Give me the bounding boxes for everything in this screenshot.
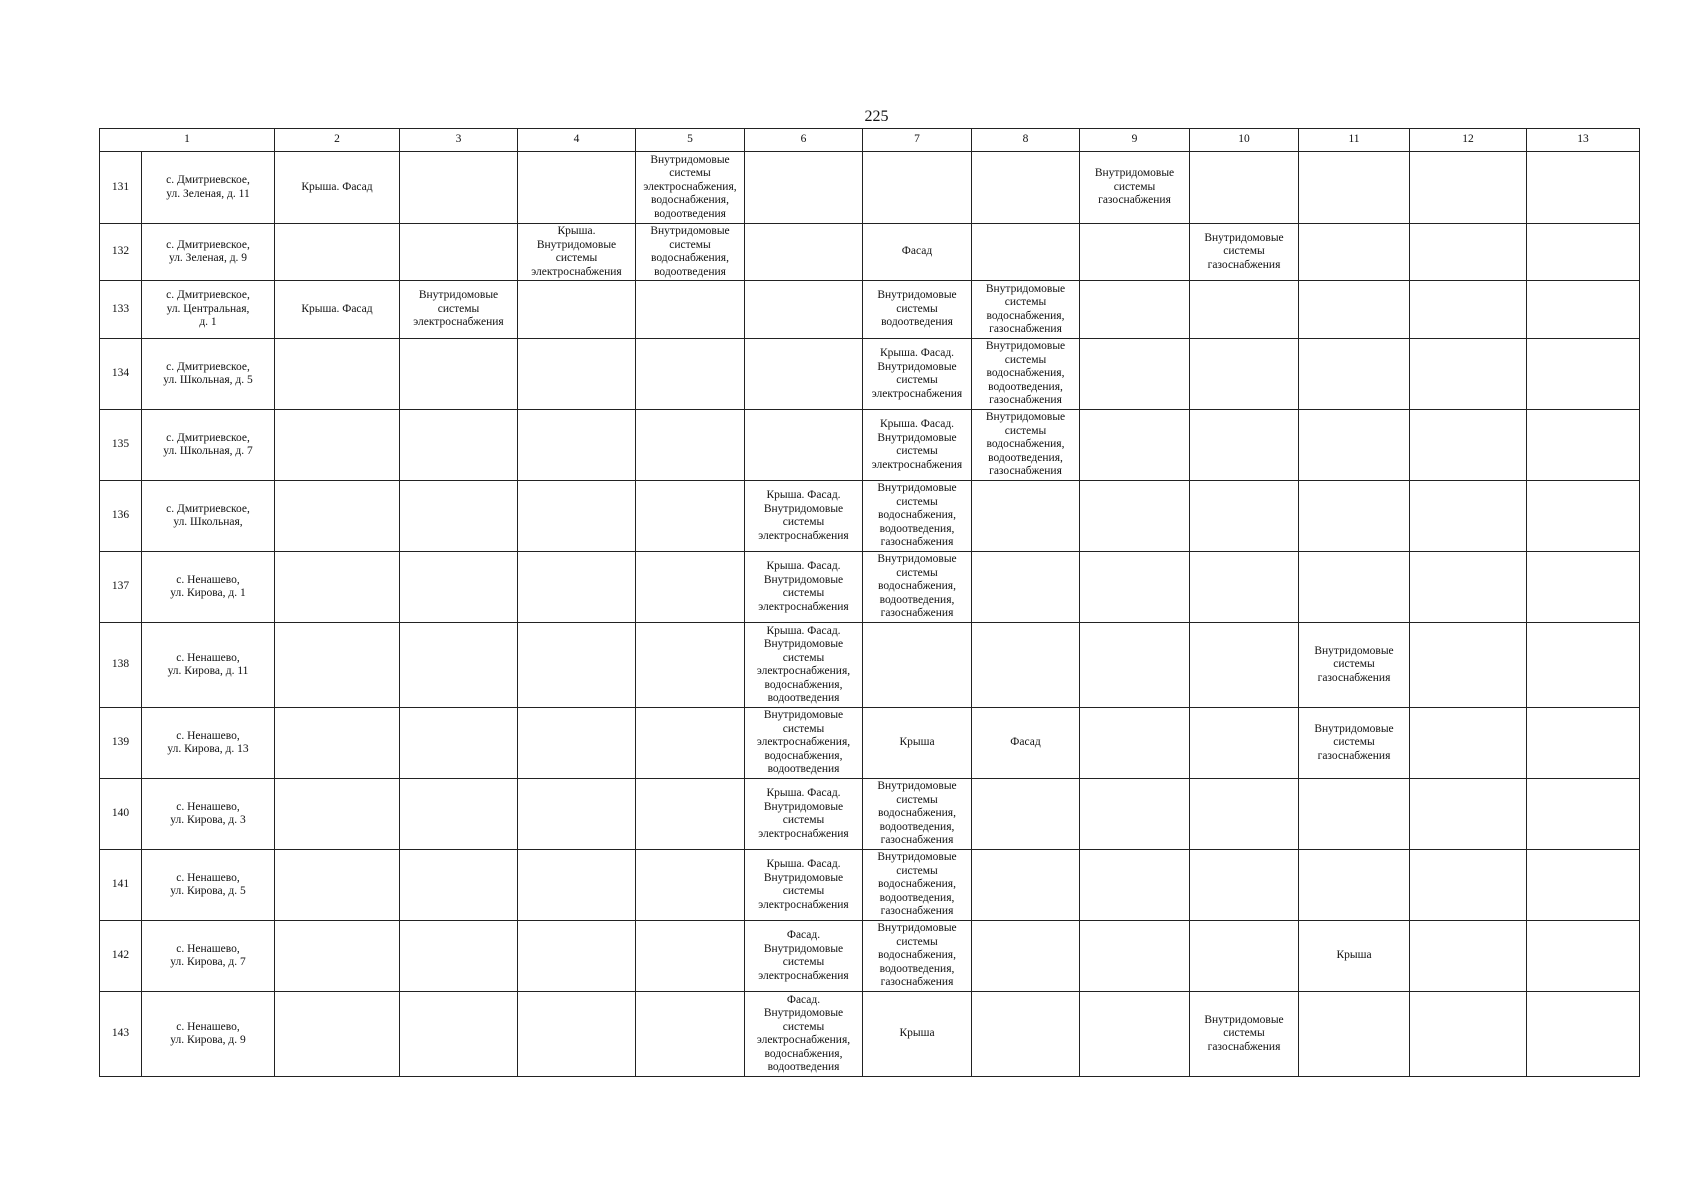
work-type-cell-col-12 bbox=[1410, 779, 1527, 850]
work-type-cell-col-5 bbox=[636, 481, 745, 552]
work-type-cell-col-13 bbox=[1527, 552, 1640, 623]
work-type-cell-col-8: Внутридомовые системы водоснабжения, водоотведения, газоснабжения bbox=[972, 339, 1080, 410]
work-type-cell-col-9 bbox=[1080, 623, 1190, 708]
work-type-cell-col-7: Внутридомовые системы водоснабжения, водоотведения, газоснабжения bbox=[863, 779, 972, 850]
column-header: 8 bbox=[972, 129, 1080, 152]
work-type-cell-col-3 bbox=[400, 992, 518, 1077]
work-type-cell-col-9 bbox=[1080, 339, 1190, 410]
row-number: 137 bbox=[100, 552, 142, 623]
table-row bbox=[100, 779, 1640, 850]
work-type-cell-col-3 bbox=[400, 152, 518, 224]
work-type-cell-col-9 bbox=[1080, 850, 1190, 921]
work-type-cell-col-6 bbox=[745, 339, 863, 410]
work-type-cell-col-8 bbox=[972, 992, 1080, 1077]
work-type-cell-col-9 bbox=[1080, 224, 1190, 281]
table-row bbox=[100, 152, 1640, 224]
work-type-cell-col-13 bbox=[1527, 623, 1640, 708]
work-type-cell-col-7: Крыша bbox=[863, 708, 972, 779]
work-type-cell-col-7: Крыша bbox=[863, 992, 972, 1077]
row-number: 142 bbox=[100, 921, 142, 992]
work-type-cell-col-7: Внутридомовые системы водоснабжения, водоотведения, газоснабжения bbox=[863, 850, 972, 921]
work-type-cell-col-12 bbox=[1410, 623, 1527, 708]
work-type-cell-col-10 bbox=[1190, 552, 1299, 623]
work-type-cell-col-9 bbox=[1080, 552, 1190, 623]
row-number: 135 bbox=[100, 410, 142, 481]
work-type-cell-col-4 bbox=[518, 921, 636, 992]
work-type-cell-col-12 bbox=[1410, 552, 1527, 623]
work-type-cell-col-6 bbox=[745, 410, 863, 481]
address-cell: с. Ненашево, ул. Кирова, д. 13 bbox=[142, 708, 275, 779]
work-type-cell-col-10 bbox=[1190, 921, 1299, 992]
address-cell: с. Ненашево, ул. Кирова, д. 7 bbox=[142, 921, 275, 992]
work-type-cell-col-2 bbox=[275, 779, 400, 850]
work-type-cell-col-13 bbox=[1527, 339, 1640, 410]
work-type-cell-col-7: Внутридомовые системы водоотведения bbox=[863, 281, 972, 339]
work-type-cell-col-4 bbox=[518, 623, 636, 708]
column-header: 3 bbox=[400, 129, 518, 152]
work-type-cell-col-6: Крыша. Фасад. Внутридомовые системы электроснабжения bbox=[745, 779, 863, 850]
work-type-cell-col-7: Внутридомовые системы водоснабжения, водоотведения, газоснабжения bbox=[863, 552, 972, 623]
work-type-cell-col-5 bbox=[636, 779, 745, 850]
work-type-cell-col-10 bbox=[1190, 281, 1299, 339]
work-type-cell-col-13 bbox=[1527, 481, 1640, 552]
table-row bbox=[100, 708, 1640, 779]
work-type-cell-col-6: Внутридомовые системы электроснабжения, водоснабжения, водоотведения bbox=[745, 708, 863, 779]
work-type-cell-col-4 bbox=[518, 281, 636, 339]
work-type-cell-col-2 bbox=[275, 992, 400, 1077]
work-type-cell-col-11: Внутридомовые системы газоснабжения bbox=[1299, 708, 1410, 779]
work-type-cell-col-5 bbox=[636, 850, 745, 921]
work-type-cell-col-12 bbox=[1410, 410, 1527, 481]
work-type-cell-col-8 bbox=[972, 850, 1080, 921]
table-body bbox=[100, 152, 1640, 1077]
work-type-cell-col-13 bbox=[1527, 708, 1640, 779]
address-cell: с. Дмитриевское, ул. Школьная, д. 5 bbox=[142, 339, 275, 410]
work-type-cell-col-2 bbox=[275, 224, 400, 281]
work-type-cell-col-10 bbox=[1190, 708, 1299, 779]
table-row bbox=[100, 224, 1640, 281]
work-type-cell-col-5 bbox=[636, 708, 745, 779]
work-type-cell-col-4 bbox=[518, 339, 636, 410]
row-number: 143 bbox=[100, 992, 142, 1077]
work-type-cell-col-10 bbox=[1190, 481, 1299, 552]
work-type-cell-col-8 bbox=[972, 779, 1080, 850]
work-type-cell-col-13 bbox=[1527, 921, 1640, 992]
column-header: 9 bbox=[1080, 129, 1190, 152]
work-type-cell-col-3 bbox=[400, 850, 518, 921]
work-type-cell-col-12 bbox=[1410, 921, 1527, 992]
work-type-cell-col-6 bbox=[745, 281, 863, 339]
work-type-cell-col-6: Крыша. Фасад. Внутридомовые системы электроснабжения bbox=[745, 481, 863, 552]
column-header: 4 bbox=[518, 129, 636, 152]
work-type-cell-col-11 bbox=[1299, 410, 1410, 481]
address-cell: с. Дмитриевское, ул. Школьная, bbox=[142, 481, 275, 552]
row-number: 139 bbox=[100, 708, 142, 779]
work-type-cell-col-10 bbox=[1190, 850, 1299, 921]
column-header: 11 bbox=[1299, 129, 1410, 152]
column-header: 6 bbox=[745, 129, 863, 152]
work-type-cell-col-4 bbox=[518, 779, 636, 850]
address-cell: с. Ненашево, ул. Кирова, д. 9 bbox=[142, 992, 275, 1077]
work-type-cell-col-2 bbox=[275, 410, 400, 481]
work-type-cell-col-6: Фасад. Внутридомовые системы электроснабжения, водоснабжения, водоотведения bbox=[745, 992, 863, 1077]
work-type-cell-col-9 bbox=[1080, 281, 1190, 339]
work-type-cell-col-7: Крыша. Фасад. Внутридомовые системы электроснабжения bbox=[863, 410, 972, 481]
column-header: 13 bbox=[1527, 129, 1640, 152]
address-cell: с. Дмитриевское, ул. Школьная, д. 7 bbox=[142, 410, 275, 481]
work-type-cell-col-11: Внутридомовые системы газоснабжения bbox=[1299, 623, 1410, 708]
row-number: 138 bbox=[100, 623, 142, 708]
work-type-cell-col-13 bbox=[1527, 992, 1640, 1077]
row-number: 141 bbox=[100, 850, 142, 921]
column-header: 7 bbox=[863, 129, 972, 152]
row-number: 140 bbox=[100, 779, 142, 850]
table-row bbox=[100, 339, 1640, 410]
work-type-cell-col-3 bbox=[400, 481, 518, 552]
work-type-cell-col-10 bbox=[1190, 779, 1299, 850]
work-type-cell-col-2: Крыша. Фасад bbox=[275, 281, 400, 339]
work-type-cell-col-12 bbox=[1410, 281, 1527, 339]
work-type-cell-col-8: Внутридомовые системы водоснабжения, водоотведения, газоснабжения bbox=[972, 410, 1080, 481]
work-type-cell-col-3 bbox=[400, 623, 518, 708]
work-type-cell-col-6: Крыша. Фасад. Внутридомовые системы электроснабжения bbox=[745, 552, 863, 623]
work-type-cell-col-4 bbox=[518, 552, 636, 623]
work-type-cell-col-12 bbox=[1410, 481, 1527, 552]
row-number: 133 bbox=[100, 281, 142, 339]
work-type-cell-col-6 bbox=[745, 152, 863, 224]
work-type-cell-col-4 bbox=[518, 481, 636, 552]
address-cell: с. Ненашево, ул. Кирова, д. 5 bbox=[142, 850, 275, 921]
work-type-cell-col-3 bbox=[400, 779, 518, 850]
work-type-cell-col-10 bbox=[1190, 339, 1299, 410]
work-type-cell-col-6 bbox=[745, 224, 863, 281]
work-type-cell-col-9 bbox=[1080, 481, 1190, 552]
work-type-cell-col-13 bbox=[1527, 850, 1640, 921]
work-type-cell-col-11 bbox=[1299, 481, 1410, 552]
row-number: 136 bbox=[100, 481, 142, 552]
address-cell: с. Дмитриевское, ул. Зеленая, д. 9 bbox=[142, 224, 275, 281]
work-type-cell-col-9 bbox=[1080, 410, 1190, 481]
work-type-cell-col-11 bbox=[1299, 339, 1410, 410]
work-type-cell-col-11 bbox=[1299, 152, 1410, 224]
table-row bbox=[100, 410, 1640, 481]
table-row bbox=[100, 623, 1640, 708]
work-type-cell-col-11 bbox=[1299, 850, 1410, 921]
table-row bbox=[100, 552, 1640, 623]
work-type-cell-col-2 bbox=[275, 708, 400, 779]
work-type-cell-col-10 bbox=[1190, 152, 1299, 224]
address-cell: с. Ненашево, ул. Кирова, д. 11 bbox=[142, 623, 275, 708]
work-type-cell-col-2 bbox=[275, 552, 400, 623]
work-type-cell-col-9 bbox=[1080, 779, 1190, 850]
work-type-cell-col-8: Фасад bbox=[972, 708, 1080, 779]
work-type-cell-col-10: Внутридомовые системы газоснабжения bbox=[1190, 992, 1299, 1077]
work-type-cell-col-2 bbox=[275, 339, 400, 410]
work-type-cell-col-5: Внутридомовые системы водоснабжения, водоотведения bbox=[636, 224, 745, 281]
address-cell: с. Дмитриевское, ул. Зеленая, д. 11 bbox=[142, 152, 275, 224]
table-row bbox=[100, 921, 1640, 992]
work-type-cell-col-11 bbox=[1299, 224, 1410, 281]
work-type-cell-col-5 bbox=[636, 281, 745, 339]
work-type-cell-col-12 bbox=[1410, 850, 1527, 921]
row-number: 134 bbox=[100, 339, 142, 410]
work-type-cell-col-10: Внутридомовые системы газоснабжения bbox=[1190, 224, 1299, 281]
repair-schedule-table bbox=[99, 128, 1640, 1077]
address-cell: с. Ненашево, ул. Кирова, д. 3 bbox=[142, 779, 275, 850]
table-row bbox=[100, 992, 1640, 1077]
work-type-cell-col-3 bbox=[400, 921, 518, 992]
work-type-cell-col-6: Фасад. Внутридомовые системы электроснабжения bbox=[745, 921, 863, 992]
work-type-cell-col-13 bbox=[1527, 281, 1640, 339]
work-type-cell-col-5 bbox=[636, 410, 745, 481]
work-type-cell-col-9: Внутридомовые системы газоснабжения bbox=[1080, 152, 1190, 224]
work-type-cell-col-6: Крыша. Фасад. Внутридомовые системы электроснабжения, водоснабжения, водоотведения bbox=[745, 623, 863, 708]
address-cell: с. Ненашево, ул. Кирова, д. 1 bbox=[142, 552, 275, 623]
work-type-cell-col-5: Внутридомовые системы электроснабжения, водоснабжения, водоотведения bbox=[636, 152, 745, 224]
work-type-cell-col-12 bbox=[1410, 224, 1527, 281]
work-type-cell-col-2 bbox=[275, 921, 400, 992]
column-header: 10 bbox=[1190, 129, 1299, 152]
work-type-cell-col-10 bbox=[1190, 410, 1299, 481]
table-row bbox=[100, 481, 1640, 552]
work-type-cell-col-13 bbox=[1527, 410, 1640, 481]
work-type-cell-col-6: Крыша. Фасад. Внутридомовые системы электроснабжения bbox=[745, 850, 863, 921]
page-number: 225 bbox=[864, 108, 889, 125]
work-type-cell-col-2 bbox=[275, 623, 400, 708]
work-type-cell-col-13 bbox=[1527, 224, 1640, 281]
work-type-cell-col-3 bbox=[400, 339, 518, 410]
work-type-cell-col-4 bbox=[518, 410, 636, 481]
work-type-cell-col-5 bbox=[636, 339, 745, 410]
work-type-cell-col-5 bbox=[636, 921, 745, 992]
column-header: 1 bbox=[100, 129, 275, 152]
work-type-cell-col-3: Внутридомовые системы электроснабжения bbox=[400, 281, 518, 339]
work-type-cell-col-9 bbox=[1080, 708, 1190, 779]
work-type-cell-col-11: Крыша bbox=[1299, 921, 1410, 992]
work-type-cell-col-4: Крыша. Внутридомовые системы электроснабжения bbox=[518, 224, 636, 281]
work-type-cell-col-8: Внутридомовые системы водоснабжения, газоснабжения bbox=[972, 281, 1080, 339]
work-type-cell-col-8 bbox=[972, 224, 1080, 281]
work-type-cell-col-7: Крыша. Фасад. Внутридомовые системы электроснабжения bbox=[863, 339, 972, 410]
work-type-cell-col-8 bbox=[972, 152, 1080, 224]
work-type-cell-col-7: Фасад bbox=[863, 224, 972, 281]
row-number: 131 bbox=[100, 152, 142, 224]
work-type-cell-col-12 bbox=[1410, 152, 1527, 224]
work-type-cell-col-4 bbox=[518, 708, 636, 779]
work-type-cell-col-3 bbox=[400, 410, 518, 481]
work-type-cell-col-13 bbox=[1527, 779, 1640, 850]
work-type-cell-col-9 bbox=[1080, 992, 1190, 1077]
work-type-cell-col-11 bbox=[1299, 992, 1410, 1077]
column-header: 5 bbox=[636, 129, 745, 152]
work-type-cell-col-11 bbox=[1299, 552, 1410, 623]
work-type-cell-col-7 bbox=[863, 152, 972, 224]
row-number: 132 bbox=[100, 224, 142, 281]
work-type-cell-col-8 bbox=[972, 481, 1080, 552]
work-type-cell-col-12 bbox=[1410, 992, 1527, 1077]
work-type-cell-col-13 bbox=[1527, 152, 1640, 224]
work-type-cell-col-7: Внутридомовые системы водоснабжения, водоотведения, газоснабжения bbox=[863, 921, 972, 992]
work-type-cell-col-3 bbox=[400, 552, 518, 623]
work-type-cell-col-11 bbox=[1299, 779, 1410, 850]
address-cell: с. Дмитриевское, ул. Центральная, д. 1 bbox=[142, 281, 275, 339]
work-type-cell-col-8 bbox=[972, 623, 1080, 708]
table-row bbox=[100, 850, 1640, 921]
work-type-cell-col-11 bbox=[1299, 281, 1410, 339]
work-type-cell-col-10 bbox=[1190, 623, 1299, 708]
column-header: 12 bbox=[1410, 129, 1527, 152]
work-type-cell-col-2 bbox=[275, 850, 400, 921]
work-type-cell-col-5 bbox=[636, 552, 745, 623]
work-type-cell-col-5 bbox=[636, 623, 745, 708]
work-type-cell-col-4 bbox=[518, 152, 636, 224]
column-header: 2 bbox=[275, 129, 400, 152]
work-type-cell-col-8 bbox=[972, 552, 1080, 623]
work-type-cell-col-2: Крыша. Фасад bbox=[275, 152, 400, 224]
work-type-cell-col-5 bbox=[636, 992, 745, 1077]
work-type-cell-col-3 bbox=[400, 224, 518, 281]
work-type-cell-col-7: Внутридомовые системы водоснабжения, водоотведения, газоснабжения bbox=[863, 481, 972, 552]
work-type-cell-col-4 bbox=[518, 992, 636, 1077]
work-type-cell-col-12 bbox=[1410, 339, 1527, 410]
work-type-cell-col-12 bbox=[1410, 708, 1527, 779]
work-type-cell-col-9 bbox=[1080, 921, 1190, 992]
column-number-row bbox=[100, 129, 1640, 152]
work-type-cell-col-7 bbox=[863, 623, 972, 708]
table-row bbox=[100, 281, 1640, 339]
work-type-cell-col-3 bbox=[400, 708, 518, 779]
work-type-cell-col-8 bbox=[972, 921, 1080, 992]
work-type-cell-col-4 bbox=[518, 850, 636, 921]
work-type-cell-col-2 bbox=[275, 481, 400, 552]
